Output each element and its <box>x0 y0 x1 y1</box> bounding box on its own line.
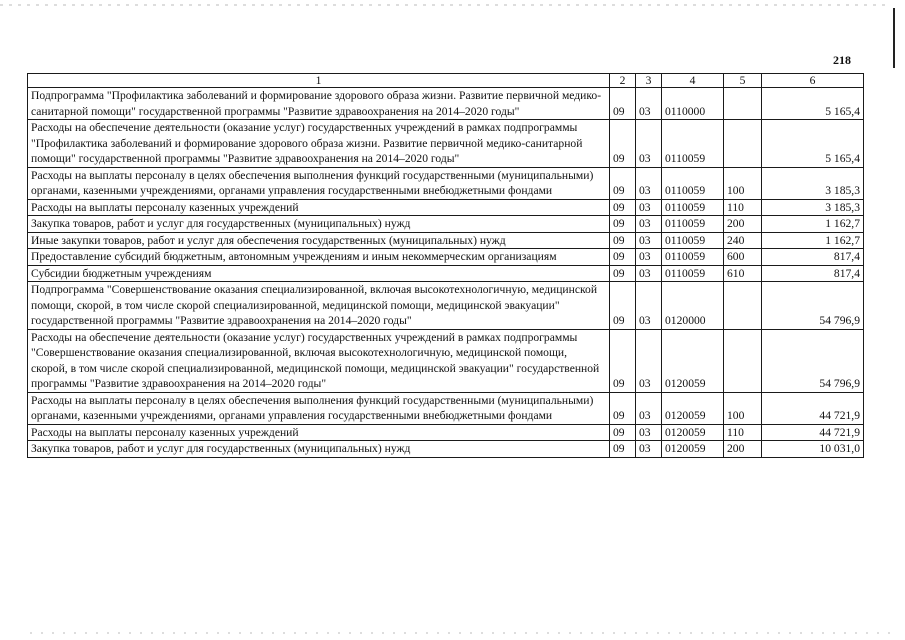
row-section-cell: 09 <box>610 424 636 441</box>
row-name-cell: Подпрограмма "Профилактика заболеваний и формирование здорового образа жизни. Развитие первичной медико-санитарной помощи" государственной программы "Развитие здравоохранения на 2014–2020 годы" <box>28 88 610 120</box>
row-subsection-cell: 03 <box>636 441 662 458</box>
row-section-cell: 09 <box>610 216 636 233</box>
budget-table <box>27 73 864 458</box>
row-sum-cell: 54 796,9 <box>762 282 864 330</box>
row-subsection-cell: 03 <box>636 424 662 441</box>
row-sum-cell: 44 721,9 <box>762 424 864 441</box>
table-row <box>28 216 864 233</box>
row-expense-type-cell: 110 <box>724 424 762 441</box>
row-expense-type-cell: 200 <box>724 216 762 233</box>
row-expense-type-cell <box>724 329 762 392</box>
table-body <box>28 74 864 458</box>
row-name-cell: Иные закупки товаров, работ и услуг для обеспечения государственных (муниципальных) нужд <box>28 232 610 249</box>
table-row <box>28 199 864 216</box>
row-target-article-cell: 0120000 <box>662 282 724 330</box>
row-name-cell: Субсидии бюджетным учреждениям <box>28 265 610 282</box>
row-subsection-cell: 03 <box>636 120 662 168</box>
row-name-cell: Расходы на выплаты персоналу в целях обеспечения выполнения функций государственными (муниципальными) органами, казенными учреждениями, органами управления государственными внебюджетными фондами <box>28 167 610 199</box>
row-name-cell: Расходы на выплаты персоналу казенных учреждений <box>28 424 610 441</box>
table-header-row <box>28 74 864 88</box>
row-expense-type-cell <box>724 88 762 120</box>
page-number: 218 <box>833 53 851 67</box>
row-name-cell: Закупка товаров, работ и услуг для государственных (муниципальных) нужд <box>28 216 610 233</box>
row-subsection-cell: 03 <box>636 265 662 282</box>
table-row <box>28 232 864 249</box>
row-section-cell: 09 <box>610 265 636 282</box>
row-target-article-cell: 0110059 <box>662 265 724 282</box>
header-col-3: 3 <box>636 74 662 88</box>
row-sum-cell: 44 721,9 <box>762 392 864 424</box>
table-row <box>28 392 864 424</box>
row-section-cell: 09 <box>610 329 636 392</box>
scan-edge-bar <box>893 8 895 68</box>
row-target-article-cell: 0120059 <box>662 329 724 392</box>
table-row <box>28 265 864 282</box>
row-section-cell: 09 <box>610 88 636 120</box>
row-target-article-cell: 0120059 <box>662 441 724 458</box>
row-target-article-cell: 0110000 <box>662 88 724 120</box>
row-target-article-cell: 0120059 <box>662 392 724 424</box>
row-name-cell: Расходы на выплаты персоналу в целях обеспечения выполнения функций государственными (муниципальными) органами, казенными учреждениями, органами управления государственными внебюджетными фондами <box>28 392 610 424</box>
row-target-article-cell: 0110059 <box>662 249 724 266</box>
row-sum-cell: 5 165,4 <box>762 120 864 168</box>
table-row <box>28 329 864 392</box>
table-row <box>28 120 864 168</box>
row-sum-cell: 3 185,3 <box>762 167 864 199</box>
row-subsection-cell: 03 <box>636 199 662 216</box>
row-section-cell: 09 <box>610 120 636 168</box>
row-target-article-cell: 0110059 <box>662 199 724 216</box>
table-row <box>28 249 864 266</box>
row-subsection-cell: 03 <box>636 249 662 266</box>
row-section-cell: 09 <box>610 282 636 330</box>
row-expense-type-cell: 240 <box>724 232 762 249</box>
row-target-article-cell: 0120059 <box>662 424 724 441</box>
row-sum-cell: 3 185,3 <box>762 199 864 216</box>
row-subsection-cell: 03 <box>636 329 662 392</box>
table-row <box>28 441 864 458</box>
row-target-article-cell: 0110059 <box>662 216 724 233</box>
header-col-1: 1 <box>28 74 610 88</box>
row-name-cell: Предоставление субсидий бюджетным, автономным учреждениям и иным некоммерческим организациям <box>28 249 610 266</box>
row-expense-type-cell: 600 <box>724 249 762 266</box>
row-name-cell: Расходы на обеспечение деятельности (оказание услуг) государственных учреждений в рамках подпрограммы "Профилактика заболеваний и формирование здорового образа жизни. Развитие первичной медико-санитарной помощи" государственной программы "Развитие здравоохранения на 2014–2020 годы" <box>28 120 610 168</box>
row-expense-type-cell <box>724 120 762 168</box>
scan-noise-top <box>0 4 890 6</box>
row-target-article-cell: 0110059 <box>662 120 724 168</box>
row-subsection-cell: 03 <box>636 88 662 120</box>
table-row <box>28 167 864 199</box>
row-expense-type-cell: 610 <box>724 265 762 282</box>
row-expense-type-cell: 200 <box>724 441 762 458</box>
table-row <box>28 424 864 441</box>
row-section-cell: 09 <box>610 199 636 216</box>
table-row <box>28 282 864 330</box>
row-expense-type-cell: 100 <box>724 392 762 424</box>
header-col-4: 4 <box>662 74 724 88</box>
row-name-cell: Закупка товаров, работ и услуг для государственных (муниципальных) нужд <box>28 441 610 458</box>
row-target-article-cell: 0110059 <box>662 167 724 199</box>
row-subsection-cell: 03 <box>636 282 662 330</box>
row-sum-cell: 54 796,9 <box>762 329 864 392</box>
row-sum-cell: 10 031,0 <box>762 441 864 458</box>
row-section-cell: 09 <box>610 167 636 199</box>
row-section-cell: 09 <box>610 441 636 458</box>
row-section-cell: 09 <box>610 249 636 266</box>
row-subsection-cell: 03 <box>636 167 662 199</box>
row-sum-cell: 1 162,7 <box>762 232 864 249</box>
header-col-5: 5 <box>724 74 762 88</box>
row-name-cell: Расходы на обеспечение деятельности (оказание услуг) государственных учреждений в рамках подпрограммы "Совершенствование оказания специализированной, включая высокотехнологичную, медицинской помощи, скорой, в том числе скорой специализированной, медицинской помощи, медицинской эвакуации" государственной программы "Развитие здравоохранения на 2014–2020 годы" <box>28 329 610 392</box>
row-sum-cell: 817,4 <box>762 249 864 266</box>
row-expense-type-cell: 100 <box>724 167 762 199</box>
row-expense-type-cell <box>724 282 762 330</box>
table-row <box>28 88 864 120</box>
row-sum-cell: 5 165,4 <box>762 88 864 120</box>
row-section-cell: 09 <box>610 392 636 424</box>
header-col-6: 6 <box>762 74 864 88</box>
row-sum-cell: 1 162,7 <box>762 216 864 233</box>
row-name-cell: Расходы на выплаты персоналу казенных учреждений <box>28 199 610 216</box>
scan-noise-bottom <box>30 632 890 634</box>
row-expense-type-cell: 110 <box>724 199 762 216</box>
row-target-article-cell: 0110059 <box>662 232 724 249</box>
header-col-2: 2 <box>610 74 636 88</box>
row-subsection-cell: 03 <box>636 232 662 249</box>
row-section-cell: 09 <box>610 232 636 249</box>
row-sum-cell: 817,4 <box>762 265 864 282</box>
row-subsection-cell: 03 <box>636 392 662 424</box>
row-name-cell: Подпрограмма "Совершенствование оказания специализированной, включая высокотехнологичную, медицинской помощи, скорой, в том числе скорой специализированной, медицинской помощи, медицинской эвакуации" государственной программы "Развитие здравоохранения на 2014–2020 годы" <box>28 282 610 330</box>
row-subsection-cell: 03 <box>636 216 662 233</box>
